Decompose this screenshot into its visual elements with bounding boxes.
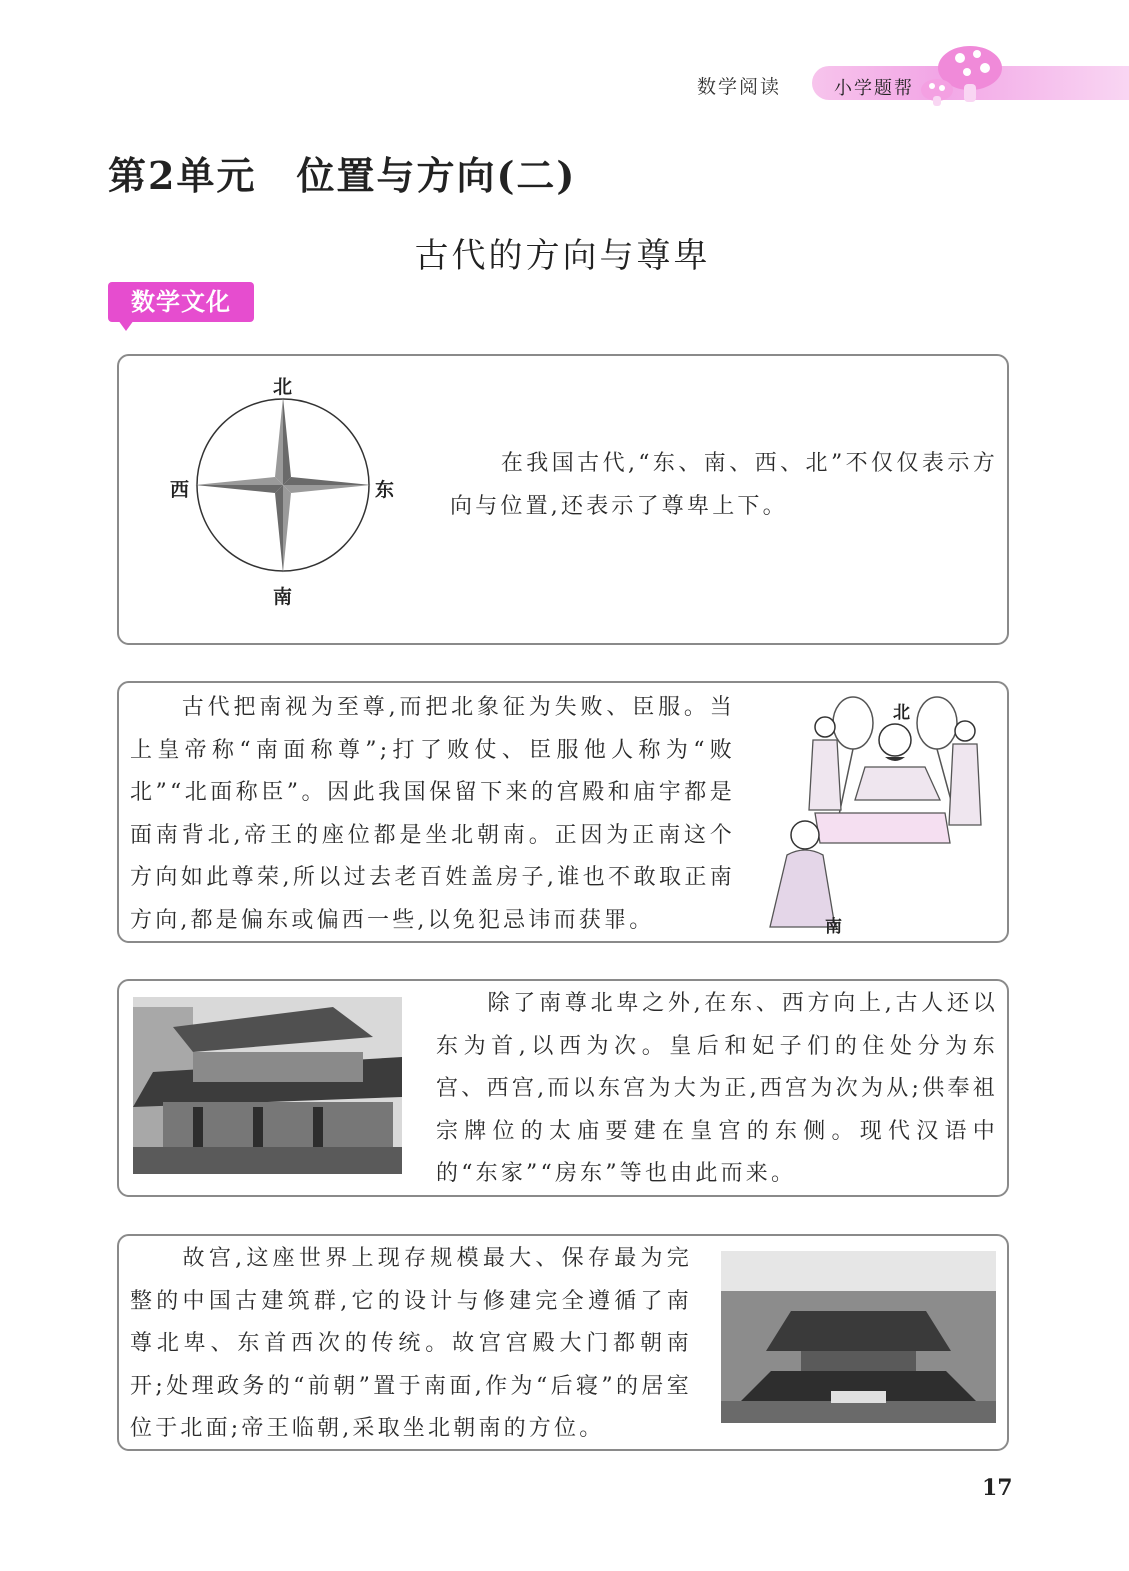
- box3-text: 除了南尊北卑之外,在东、西方向上,古人还以东为首,以西为次。皇后和妃子们的住处分为东宫、西宫,而以东宫为大为正,西宫为次为从;供奉祖宗牌位的太庙要建在皇宫的东侧。现代汉语中的“东家”“房东”等也由此而来。: [436, 991, 998, 1186]
- compass-south-label: 南: [273, 586, 293, 608]
- illus-north-label: 北: [893, 703, 910, 723]
- emperor-court-illustration: [765, 695, 995, 935]
- page-number: 17: [982, 1475, 1013, 1501]
- compass-north-label: 北: [273, 376, 293, 398]
- compass-rose-icon: [190, 395, 376, 575]
- lesson-title: 古代的方向与尊卑: [414, 236, 711, 276]
- section-tag: 数学文化: [108, 282, 254, 322]
- lesson-title-wrap: [0, 228, 1129, 277]
- box1-text: 在我国古代,“东、南、西、北”不仅仅表示方向与位置,还表示了尊卑上下。: [450, 451, 998, 519]
- box2-text: 古代把南视为至尊,而把北象征为失败、臣服。当上皇帝称“南面称尊”;打了败仗、臣服他人称为“败北”“北面称臣”。因此我国保留下来的宫殿和庙宇都是面南背北,帝王的座位都是坐北朝南。正因为正南这个方向如此尊荣,所以过去老百姓盖房子,谁也不敢取正南方向,都是偏东或偏西一些,以免犯忌讳而获罪。: [130, 695, 735, 933]
- compass-west-label: 西: [170, 479, 190, 501]
- forbidden-city-photo: [721, 1251, 996, 1423]
- header-band-label: 小学题帮: [834, 78, 914, 99]
- palace-photo: [133, 997, 402, 1174]
- box4-text: 故宫,这座世界上现存规模最大、保存最为完整的中国古建筑群,它的设计与修建完全遵循了南尊北卑、东首西次的传统。故宫宫殿大门都朝南开;处理政务的“前朝”置于南面,作为“后寝”的居室位于北面;帝王临朝,采取坐北朝南的方位。: [130, 1246, 692, 1441]
- header-section-label: 数学阅读: [697, 76, 782, 98]
- mushroom-icon: [915, 40, 1005, 110]
- compass-east-label: 东: [375, 479, 395, 501]
- unit-title: 第2单元 位置与方向(二): [108, 153, 577, 198]
- illus-south-label: 南: [825, 917, 842, 937]
- section-tag-tail: [118, 320, 134, 331]
